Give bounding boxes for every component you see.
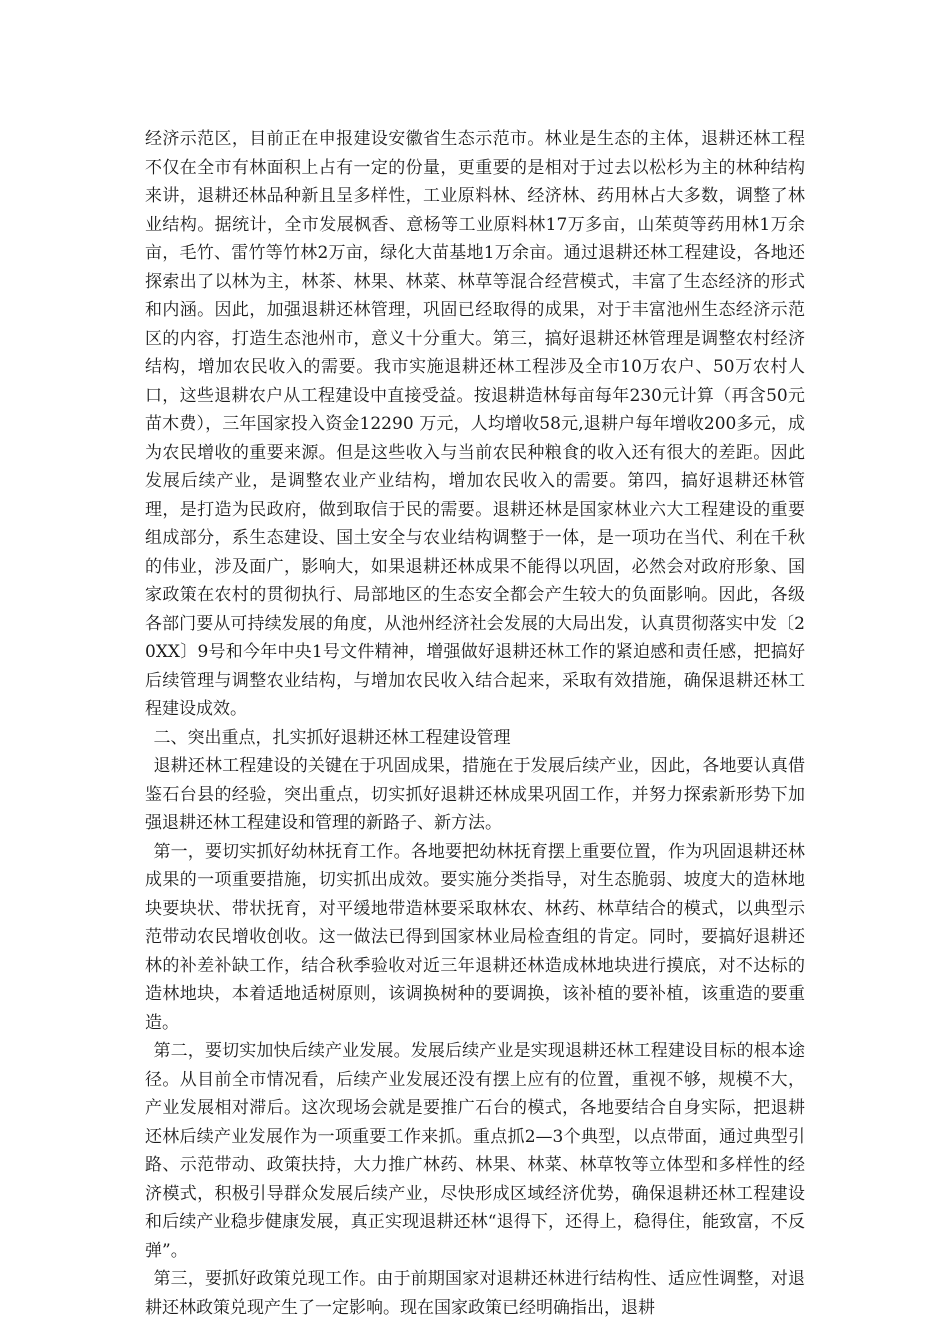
paragraph-2: 退耕还林工程建设的关键在于巩固成果，措施在于发展后续产业，因此，各地要认真借鉴石台县的经验，突出重点，切实抓好退耕还林成果巩固工作，并努力探索新形势下加强退耕还林工程建设和管理的新路子、新方法。: [145, 756, 805, 833]
paragraph-1: 经济示范区，目前正在申报建设安徽省生态示范市。林业是生态的主体，退耕还林工程不仅在全市有林面积上占有一定的份量，更重要的是相对于过去以松杉为主的林种结构来讲，退耕还林品种新且呈多样性，工业原料林、经济林、药用林占大多数，调整了林业结构。据统计，全市发展枫香、意杨等工业原料林17万多亩，山茱萸等药用林1万余亩，毛竹、雷竹等竹林2万亩，绿化大苗基地1万余亩。通过退耕还林工程建设，各地还探索出了以林为主，林茶、林果、林菜、林草等混合经营模式，丰富了生态经济的形式和内涵。因此，加强退耕还林管理，巩固已经取得的成果，对于丰富池州生态经济示范区的内容，打造生态池州市，意义十分重大。第三，搞好退耕还林管理是调整农村经济结构，增加农民收入的需要。我市实施退耕还林工程涉及全市10万农户、50万农村人口，这些退耕农户从工程建设中直接受益。按退耕造林每亩每年230元计算（再含50元苗木费），三年国家投入资金12290 万元，人均增收58元,退耕户每年增收200多元，成为农民增收的重要来源。但是这些收入与当前农民种粮食的收入还有很大的差距。因此发展后续产业，是调整农业产业结构，增加农民收入的需要。第四，搞好退耕还林管理，是打造为民政府，做到取信于民的需要。退耕还林是国家林业六大工程建设的重要组成部分，系生态建设、国土安全与农业结构调整于一体，是一项功在当代、利在千秋的伟业，涉及面广，影响大，如果退耕还林成果不能得以巩固，必然会对政府形象、国家政策在农村的贯彻执行、局部地区的生态安全都会产生较大的负面影响。因此，各级各部门要从可持续发展的角度，从池州经济社会发展的大局出发，认真贯彻落实中发〔20XX〕9号和今年中央1号文件精神，增强做好退耕还林工作的紧迫感和责任感，把搞好后续管理与调整农业结构，与增加农民收入结合起来，采取有效措施，确保退耕还林工程建设成效。: [145, 129, 805, 719]
document-page: [145, 125, 805, 1322]
section-heading: 二、突出重点，扎实抓好退耕还林工程建设管理: [153, 727, 511, 748]
paragraph-5: 第三，要抓好政策兑现工作。由于前期国家对退耕还林进行结构性、适应性调整，对退耕还林政策兑现产生了一定影响。现在国家政策已经明确指出，退耕: [145, 1269, 805, 1318]
paragraph-3: 第一，要切实抓好幼林抚育工作。各地要把幼林抚育摆上重要位置，作为巩固退耕还林成果的一项重要措施，切实抓出成效。要实施分类指导，对生态脆弱、坡度大的造林地块要块状、带状抚育，对平缓地带造林要采取林农、林药、林草结合的模式，以典型示范带动农民增收创收。这一做法已得到国家林业局检查组的肯定。同时，要搞好退耕还林的补差补缺工作，结合秋季验收对近三年退耕还林造成林地块进行摸底，对不达标的造林地块，本着适地适树原则，该调换树种的要调换，该补植的要补植，该重造的要重造。: [145, 841, 805, 1033]
paragraph-4: 第二，要切实加快后续产业发展。发展后续产业是实现退耕还林工程建设目标的根本途径。从目前全市情况看，后续产业发展还没有摆上应有的位置，重视不够，规模不大，产业发展相对滞后。这次现场会就是要推广石台的模式，各地要结合自身实际，把退耕还林后续产业发展作为一项重要工作来抓。重点抓2—3个典型，以点带面，通过典型引路、示范带动、政策扶持，大力推广林药、林果、林菜、林草牧等立体型和多样性的经济模式，积极引导群众发展后续产业，尽快形成区域经济优势，确保退耕还林工程建设和后续产业稳步健康发展，真正实现退耕还林“退得下，还得上，稳得住，能致富，不反弹”。: [145, 1041, 805, 1261]
